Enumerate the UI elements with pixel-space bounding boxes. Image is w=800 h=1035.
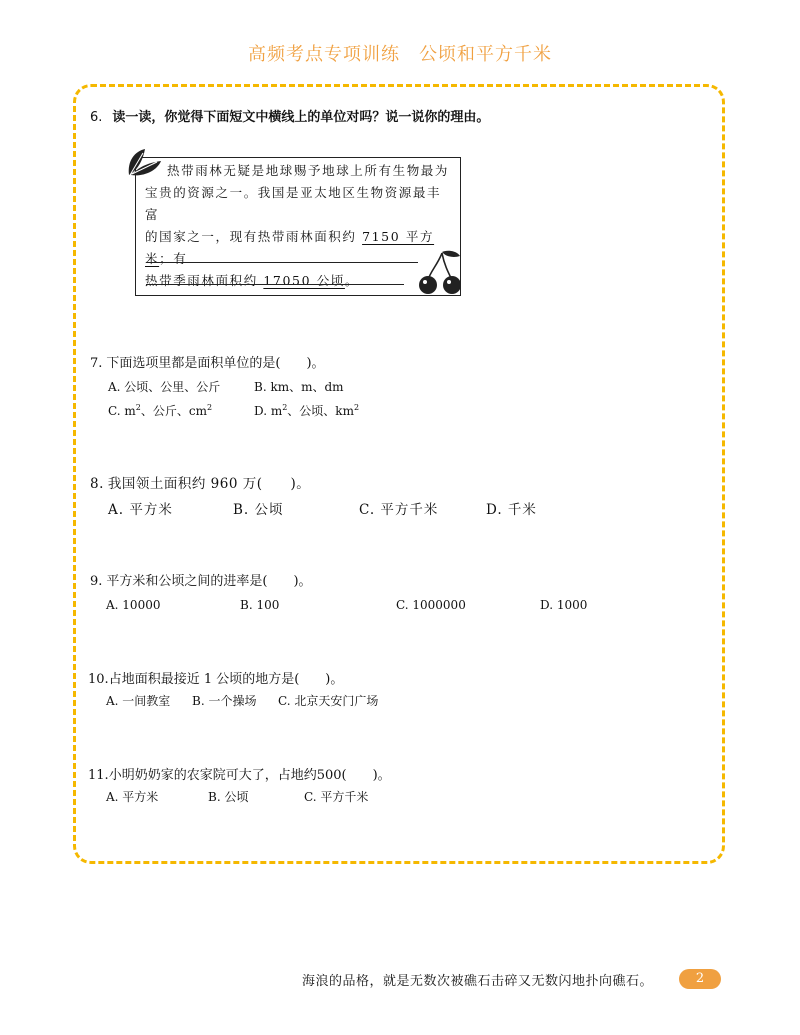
option-a[interactable]: A. 平方米	[108, 502, 173, 518]
question-prompt: 我国领土面积约 960 万( )。	[107, 476, 311, 492]
option-c[interactable]: C. 北京天安门广场	[278, 694, 379, 708]
question-prompt: 平方米和公顷之间的进率是( )。	[106, 574, 312, 589]
question-prompt: 占地面积最接近 1 公顷的地方是( )。	[108, 672, 344, 687]
cherry-icon	[416, 248, 466, 296]
option-a[interactable]: A. 平方米	[106, 790, 159, 804]
question-number: 10.	[88, 672, 109, 687]
question-prompt: 下面选项里都是面积单位的是( )。	[106, 356, 325, 371]
answer-line[interactable]	[146, 284, 404, 285]
option-b[interactable]: B. 公顷	[233, 502, 284, 518]
option-d[interactable]: D. 千米	[486, 502, 537, 518]
passage-line: 的国家之一，现有热带雨林面积约	[145, 229, 363, 244]
question-7	[90, 352, 325, 371]
option-b[interactable]: B. 一个操场	[192, 694, 257, 708]
question-number: 9.	[90, 574, 103, 589]
option-d[interactable]: D. $m^2$、公顷、$km^2$	[254, 403, 360, 418]
answer-line[interactable]	[146, 262, 418, 263]
underlined-unit: 17050 公顷	[263, 273, 345, 288]
question-number: 8.	[90, 476, 104, 492]
page-number-badge: 2	[679, 969, 721, 989]
question-prompt: 读一读，你觉得下面短文中横线上的单位对吗？说一说你的理由。	[112, 110, 490, 125]
passage-line: 宝贵的资源之一。我国是亚太地区生物资源最丰富	[145, 185, 442, 222]
passage-line: 热带季雨林面积约	[145, 273, 264, 288]
passage-text	[145, 160, 455, 292]
question-9	[90, 570, 312, 589]
option-a[interactable]: A. 公顷、公里、公斤	[108, 380, 221, 394]
option-c[interactable]: C. 平方千米	[304, 790, 369, 804]
option-a[interactable]: A. 10000	[106, 598, 161, 612]
underlined-unit: 7150 平方米	[145, 229, 435, 266]
question-10	[88, 668, 343, 687]
option-c[interactable]: C. 1000000	[396, 598, 466, 612]
passage-line: 。	[344, 273, 360, 288]
question-prompt: 小明奶奶家的农家院可大了，占地约500( )。	[108, 768, 391, 783]
passage-line: 热带雨林无疑是地球赐予地球上所有生物最为	[167, 163, 450, 178]
question-8	[90, 472, 310, 492]
option-c[interactable]: C. 平方千米	[359, 502, 439, 518]
option-b[interactable]: B. 100	[240, 598, 280, 612]
page-title: 高频考点专项训练 公顷和平方千米	[248, 44, 552, 65]
option-b[interactable]: B. km、m、dm	[254, 380, 344, 394]
passage-line: ；有	[159, 251, 188, 266]
footer-motto: 海浪的品格，就是无数次被礁石击碎又无数闪地扑向礁石。	[302, 974, 654, 989]
option-b[interactable]: B. 公顷	[208, 790, 249, 804]
question-number: 7.	[90, 356, 103, 371]
question-6	[90, 106, 489, 125]
option-c[interactable]: C. $m^2$、公斤、$cm^2$	[108, 403, 213, 418]
question-number: 11.	[88, 768, 109, 783]
question-number: 6.	[90, 110, 103, 125]
option-d[interactable]: D. 1000	[540, 598, 588, 612]
question-11	[88, 764, 391, 783]
option-a[interactable]: A. 一间教室	[106, 694, 171, 708]
